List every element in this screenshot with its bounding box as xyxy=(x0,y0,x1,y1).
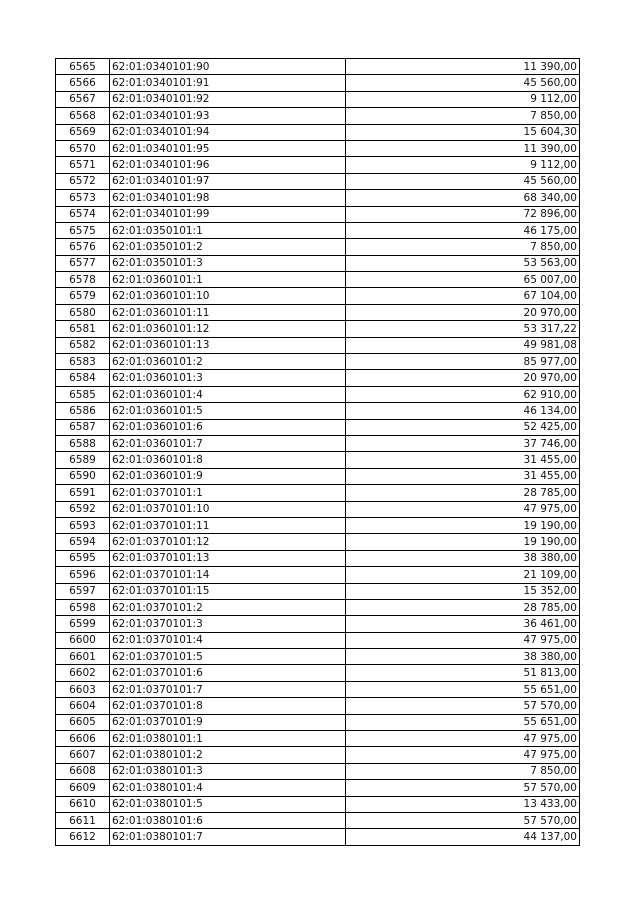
row-number-cell: 6581 xyxy=(56,321,110,337)
row-number-cell: 6592 xyxy=(56,501,110,517)
table-body xyxy=(56,59,580,846)
cadastral-value-cell: 68 340,00 xyxy=(346,190,580,206)
cadastral-value-cell: 28 785,00 xyxy=(346,485,580,501)
row-number-cell: 6579 xyxy=(56,288,110,304)
table-row xyxy=(56,599,580,615)
row-number-cell: 6576 xyxy=(56,239,110,255)
cadastral-number-cell: 62:01:0370101:1 xyxy=(110,485,346,501)
table-row xyxy=(56,354,580,370)
table-row xyxy=(56,157,580,173)
row-number-cell: 6596 xyxy=(56,567,110,583)
cadastral-number-cell: 62:01:0370101:13 xyxy=(110,550,346,566)
cadastral-number-cell: 62:01:0370101:15 xyxy=(110,583,346,599)
row-number-cell: 6567 xyxy=(56,91,110,107)
cadastral-value-cell: 20 970,00 xyxy=(346,304,580,320)
row-number-cell: 6604 xyxy=(56,698,110,714)
cadastral-value-cell: 46 175,00 xyxy=(346,222,580,238)
cadastral-number-cell: 62:01:0360101:7 xyxy=(110,435,346,451)
row-number-cell: 6582 xyxy=(56,337,110,353)
cadastral-value-cell: 65 007,00 xyxy=(346,272,580,288)
cadastral-value-cell: 19 190,00 xyxy=(346,517,580,533)
table-row xyxy=(56,616,580,632)
table-row xyxy=(56,91,580,107)
cadastral-value-cell: 52 425,00 xyxy=(346,419,580,435)
table-row xyxy=(56,567,580,583)
table-row xyxy=(56,206,580,222)
row-number-cell: 6594 xyxy=(56,534,110,550)
row-number-cell: 6602 xyxy=(56,665,110,681)
table-row xyxy=(56,829,580,845)
table-row xyxy=(56,632,580,648)
cadastral-value-cell: 44 137,00 xyxy=(346,829,580,845)
cadastral-number-cell: 62:01:0380101:6 xyxy=(110,812,346,828)
table-row xyxy=(56,239,580,255)
table-row xyxy=(56,468,580,484)
cadastral-value-cell: 55 651,00 xyxy=(346,714,580,730)
cadastral-number-cell: 62:01:0370101:3 xyxy=(110,616,346,632)
row-number-cell: 6593 xyxy=(56,517,110,533)
cadastral-value-cell: 9 112,00 xyxy=(346,157,580,173)
cadastral-number-cell: 62:01:0380101:4 xyxy=(110,780,346,796)
cadastral-number-cell: 62:01:0340101:95 xyxy=(110,140,346,156)
row-number-cell: 6570 xyxy=(56,140,110,156)
cadastral-value-cell: 53 317,22 xyxy=(346,321,580,337)
cadastral-value-cell: 47 975,00 xyxy=(346,747,580,763)
table-row xyxy=(56,272,580,288)
cadastral-number-cell: 62:01:0380101:2 xyxy=(110,747,346,763)
table-row xyxy=(56,452,580,468)
cadastral-value-cell: 21 109,00 xyxy=(346,567,580,583)
table-row xyxy=(56,370,580,386)
cadastral-number-cell: 62:01:0360101:10 xyxy=(110,288,346,304)
table-row xyxy=(56,59,580,75)
cadastral-number-cell: 62:01:0350101:1 xyxy=(110,222,346,238)
cadastral-value-cell: 7 850,00 xyxy=(346,239,580,255)
row-number-cell: 6609 xyxy=(56,780,110,796)
cadastral-value-cell: 49 981,08 xyxy=(346,337,580,353)
row-number-cell: 6583 xyxy=(56,354,110,370)
cadastral-value-cell: 55 651,00 xyxy=(346,681,580,697)
cadastral-number-cell: 62:01:0380101:7 xyxy=(110,829,346,845)
cadastral-value-cell: 9 112,00 xyxy=(346,91,580,107)
cadastral-value-cell: 31 455,00 xyxy=(346,452,580,468)
table-row xyxy=(56,288,580,304)
table-row xyxy=(56,534,580,550)
table-row xyxy=(56,550,580,566)
cadastral-number-cell: 62:01:0370101:2 xyxy=(110,599,346,615)
cadastral-number-cell: 62:01:0360101:4 xyxy=(110,386,346,402)
cadastral-value-cell: 72 896,00 xyxy=(346,206,580,222)
table-row xyxy=(56,403,580,419)
cadastral-value-cell: 51 813,00 xyxy=(346,665,580,681)
cadastral-value-cell: 47 975,00 xyxy=(346,501,580,517)
row-number-cell: 6575 xyxy=(56,222,110,238)
cadastral-number-cell: 62:01:0380101:3 xyxy=(110,763,346,779)
table-row xyxy=(56,747,580,763)
cadastral-number-cell: 62:01:0360101:9 xyxy=(110,468,346,484)
cadastral-value-cell: 45 560,00 xyxy=(346,173,580,189)
cadastral-value-cell: 38 380,00 xyxy=(346,550,580,566)
row-number-cell: 6578 xyxy=(56,272,110,288)
row-number-cell: 6585 xyxy=(56,386,110,402)
cadastral-number-cell: 62:01:0340101:93 xyxy=(110,108,346,124)
table-row xyxy=(56,796,580,812)
cadastral-value-cell: 85 977,00 xyxy=(346,354,580,370)
table-row xyxy=(56,731,580,747)
table-row xyxy=(56,140,580,156)
cadastral-value-cell: 46 134,00 xyxy=(346,403,580,419)
row-number-cell: 6571 xyxy=(56,157,110,173)
table-row xyxy=(56,649,580,665)
cadastral-number-cell: 62:01:0360101:13 xyxy=(110,337,346,353)
cadastral-number-cell: 62:01:0370101:5 xyxy=(110,649,346,665)
cadastral-number-cell: 62:01:0370101:6 xyxy=(110,665,346,681)
cadastral-value-cell: 19 190,00 xyxy=(346,534,580,550)
table-row xyxy=(56,763,580,779)
cadastral-value-cell: 57 570,00 xyxy=(346,812,580,828)
cadastral-number-cell: 62:01:0360101:2 xyxy=(110,354,346,370)
row-number-cell: 6612 xyxy=(56,829,110,845)
row-number-cell: 6589 xyxy=(56,452,110,468)
cadastral-number-cell: 62:01:0340101:96 xyxy=(110,157,346,173)
row-number-cell: 6601 xyxy=(56,649,110,665)
cadastral-value-cell: 28 785,00 xyxy=(346,599,580,615)
cadastral-value-cell: 11 390,00 xyxy=(346,59,580,75)
row-number-cell: 6587 xyxy=(56,419,110,435)
cadastral-value-table xyxy=(55,58,580,846)
row-number-cell: 6573 xyxy=(56,190,110,206)
cadastral-number-cell: 62:01:0340101:94 xyxy=(110,124,346,140)
cadastral-value-cell: 47 975,00 xyxy=(346,632,580,648)
cadastral-value-cell: 57 570,00 xyxy=(346,780,580,796)
row-number-cell: 6605 xyxy=(56,714,110,730)
table-row xyxy=(56,435,580,451)
cadastral-value-cell: 38 380,00 xyxy=(346,649,580,665)
row-number-cell: 6599 xyxy=(56,616,110,632)
cadastral-number-cell: 62:01:0340101:91 xyxy=(110,75,346,91)
row-number-cell: 6566 xyxy=(56,75,110,91)
row-number-cell: 6610 xyxy=(56,796,110,812)
table-row xyxy=(56,386,580,402)
cadastral-value-cell: 57 570,00 xyxy=(346,698,580,714)
row-number-cell: 6580 xyxy=(56,304,110,320)
table-row xyxy=(56,222,580,238)
cadastral-value-cell: 15 352,00 xyxy=(346,583,580,599)
cadastral-number-cell: 62:01:0360101:12 xyxy=(110,321,346,337)
cadastral-value-cell: 20 970,00 xyxy=(346,370,580,386)
row-number-cell: 6584 xyxy=(56,370,110,386)
cadastral-number-cell: 62:01:0370101:14 xyxy=(110,567,346,583)
cadastral-number-cell: 62:01:0370101:7 xyxy=(110,681,346,697)
cadastral-number-cell: 62:01:0370101:12 xyxy=(110,534,346,550)
row-number-cell: 6577 xyxy=(56,255,110,271)
table-row xyxy=(56,665,580,681)
cadastral-value-cell: 67 104,00 xyxy=(346,288,580,304)
row-number-cell: 6572 xyxy=(56,173,110,189)
cadastral-number-cell: 62:01:0360101:3 xyxy=(110,370,346,386)
table-row xyxy=(56,501,580,517)
row-number-cell: 6600 xyxy=(56,632,110,648)
table-row xyxy=(56,108,580,124)
table-row xyxy=(56,583,580,599)
cadastral-number-cell: 62:01:0380101:5 xyxy=(110,796,346,812)
cadastral-value-cell: 15 604,30 xyxy=(346,124,580,140)
table-row xyxy=(56,485,580,501)
cadastral-value-cell: 7 850,00 xyxy=(346,108,580,124)
cadastral-value-cell: 11 390,00 xyxy=(346,140,580,156)
table-row xyxy=(56,698,580,714)
row-number-cell: 6597 xyxy=(56,583,110,599)
table-row xyxy=(56,337,580,353)
cadastral-number-cell: 62:01:0340101:90 xyxy=(110,59,346,75)
row-number-cell: 6595 xyxy=(56,550,110,566)
cadastral-number-cell: 62:01:0360101:1 xyxy=(110,272,346,288)
cadastral-number-cell: 62:01:0340101:98 xyxy=(110,190,346,206)
cadastral-number-cell: 62:01:0340101:99 xyxy=(110,206,346,222)
cadastral-value-cell: 62 910,00 xyxy=(346,386,580,402)
table-row xyxy=(56,780,580,796)
cadastral-value-cell: 31 455,00 xyxy=(346,468,580,484)
table-row xyxy=(56,124,580,140)
cadastral-number-cell: 62:01:0350101:2 xyxy=(110,239,346,255)
table-row xyxy=(56,190,580,206)
row-number-cell: 6568 xyxy=(56,108,110,124)
cadastral-number-cell: 62:01:0340101:97 xyxy=(110,173,346,189)
cadastral-number-cell: 62:01:0360101:8 xyxy=(110,452,346,468)
table-row xyxy=(56,681,580,697)
row-number-cell: 6608 xyxy=(56,763,110,779)
cadastral-value-cell: 13 433,00 xyxy=(346,796,580,812)
cadastral-value-cell: 36 461,00 xyxy=(346,616,580,632)
cadastral-number-cell: 62:01:0370101:10 xyxy=(110,501,346,517)
cadastral-number-cell: 62:01:0350101:3 xyxy=(110,255,346,271)
row-number-cell: 6588 xyxy=(56,435,110,451)
cadastral-number-cell: 62:01:0370101:11 xyxy=(110,517,346,533)
cadastral-number-cell: 62:01:0340101:92 xyxy=(110,91,346,107)
table-row xyxy=(56,419,580,435)
row-number-cell: 6611 xyxy=(56,812,110,828)
cadastral-number-cell: 62:01:0380101:1 xyxy=(110,731,346,747)
table-row xyxy=(56,812,580,828)
cadastral-number-cell: 62:01:0360101:6 xyxy=(110,419,346,435)
row-number-cell: 6591 xyxy=(56,485,110,501)
cadastral-number-cell: 62:01:0370101:4 xyxy=(110,632,346,648)
table-row xyxy=(56,75,580,91)
row-number-cell: 6565 xyxy=(56,59,110,75)
cadastral-value-cell: 45 560,00 xyxy=(346,75,580,91)
table-row xyxy=(56,714,580,730)
row-number-cell: 6590 xyxy=(56,468,110,484)
row-number-cell: 6569 xyxy=(56,124,110,140)
cadastral-number-cell: 62:01:0360101:5 xyxy=(110,403,346,419)
row-number-cell: 6603 xyxy=(56,681,110,697)
row-number-cell: 6586 xyxy=(56,403,110,419)
row-number-cell: 6606 xyxy=(56,731,110,747)
table-row xyxy=(56,321,580,337)
row-number-cell: 6607 xyxy=(56,747,110,763)
cadastral-value-cell: 7 850,00 xyxy=(346,763,580,779)
row-number-cell: 6598 xyxy=(56,599,110,615)
table-row xyxy=(56,304,580,320)
table-row xyxy=(56,173,580,189)
cadastral-number-cell: 62:01:0370101:8 xyxy=(110,698,346,714)
cadastral-value-cell: 53 563,00 xyxy=(346,255,580,271)
cadastral-number-cell: 62:01:0370101:9 xyxy=(110,714,346,730)
cadastral-number-cell: 62:01:0360101:11 xyxy=(110,304,346,320)
row-number-cell: 6574 xyxy=(56,206,110,222)
table-row xyxy=(56,517,580,533)
cadastral-value-cell: 37 746,00 xyxy=(346,435,580,451)
cadastral-value-cell: 47 975,00 xyxy=(346,731,580,747)
table-row xyxy=(56,255,580,271)
